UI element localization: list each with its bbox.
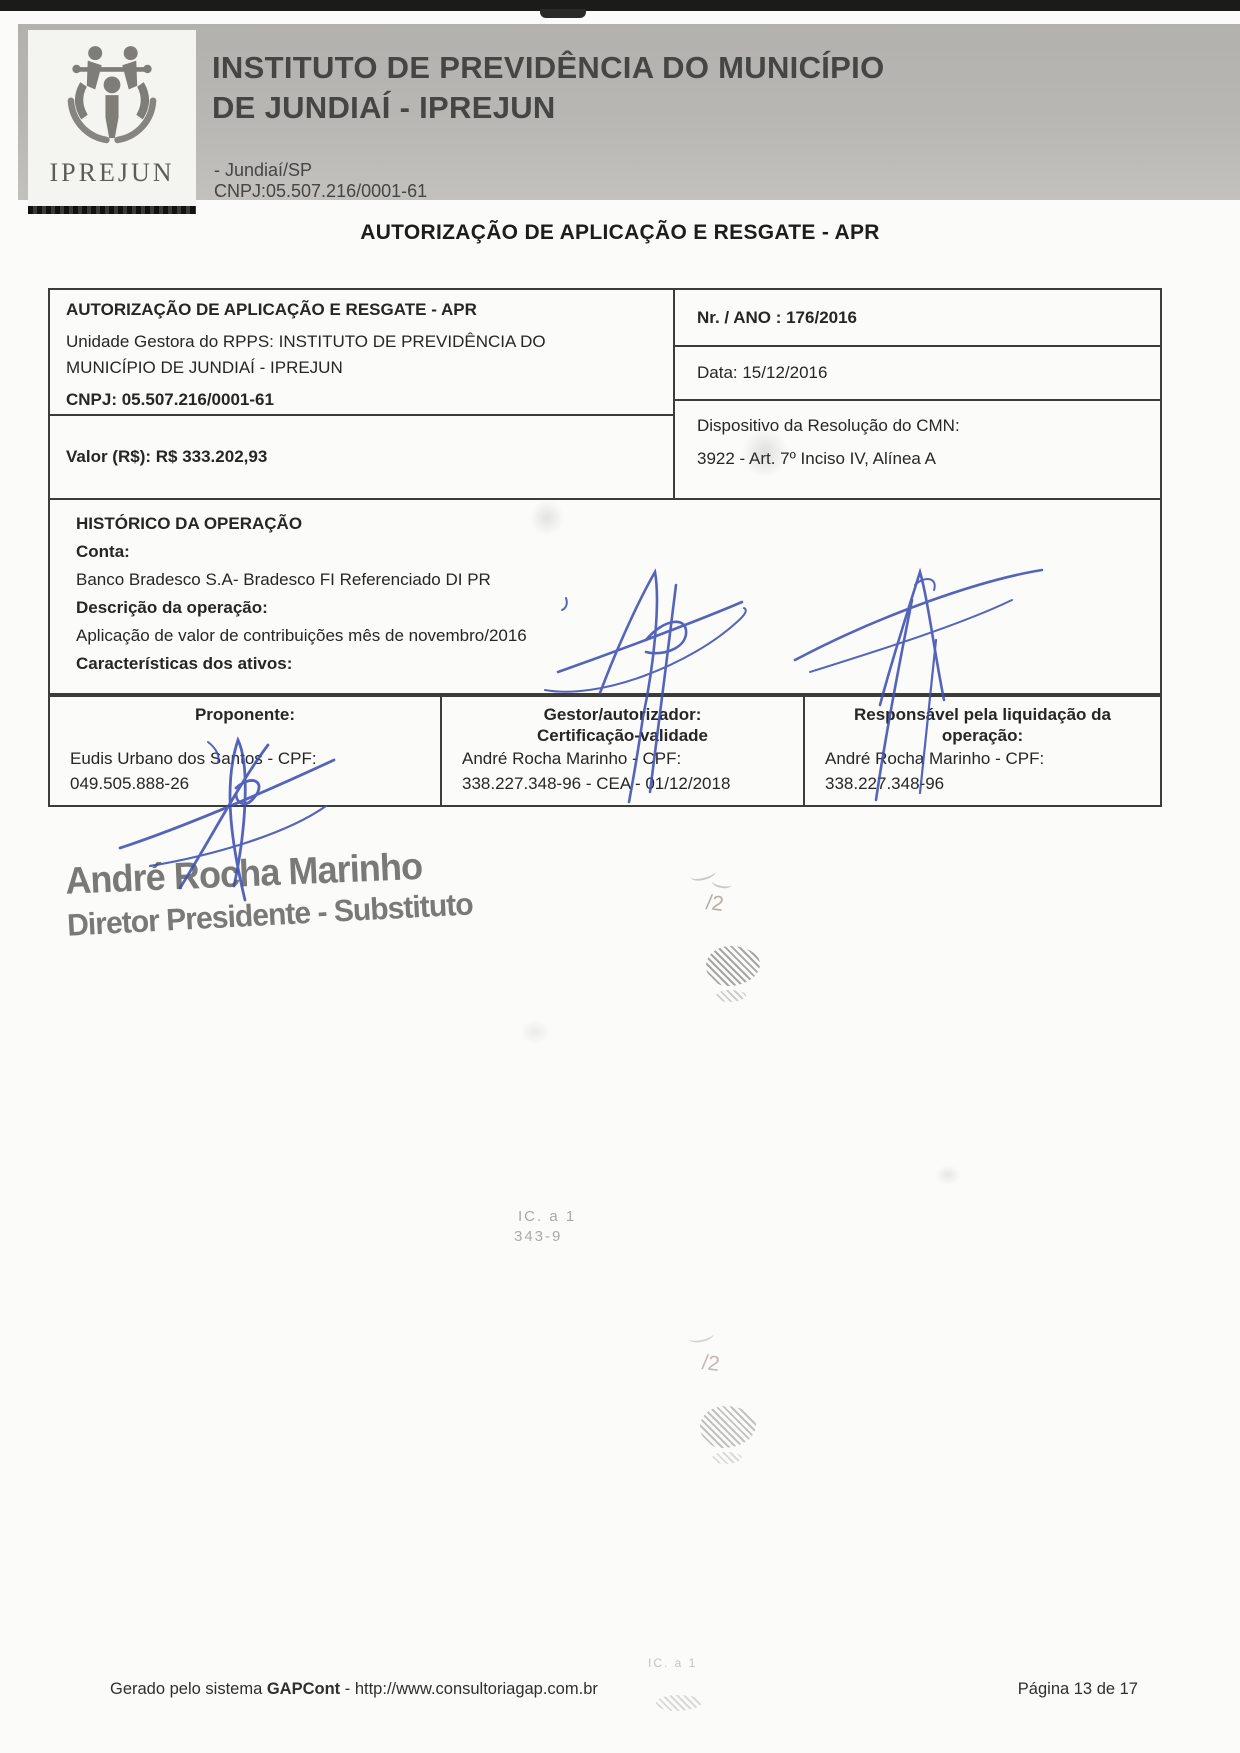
responsavel-name: André Rocha Marinho - CPF: bbox=[825, 749, 1045, 768]
proponente-cpf: 049.505.888-26 bbox=[70, 774, 190, 793]
responsavel-column bbox=[805, 697, 1160, 805]
ghost-text-line1: IC. a 1 bbox=[518, 1208, 577, 1225]
ghost-squiggle bbox=[687, 1327, 715, 1344]
footer-ghost-blob bbox=[656, 1695, 702, 1711]
responsavel-identity bbox=[805, 746, 1160, 805]
director-stamp bbox=[64, 843, 486, 943]
gestor-header-line2: Certificação-validade bbox=[536, 726, 708, 745]
proponente-identity bbox=[50, 746, 440, 805]
ghost-text-line2: 343-9 bbox=[514, 1228, 563, 1245]
footer-system-name: GAPCont bbox=[266, 1680, 341, 1698]
ghost-mark-fraction2: /2 bbox=[700, 1350, 722, 1377]
org-cnpj: CNPJ:05.507.216/0001-61 bbox=[214, 181, 428, 201]
ghost-hatch-tail2 bbox=[712, 1452, 742, 1464]
org-name-line1: INSTITUTO DE PREVIDÊNCIA DO MUNICÍPIO bbox=[212, 50, 885, 85]
scan-smudge bbox=[742, 428, 788, 478]
footer-generated-by bbox=[110, 1680, 598, 1699]
org-name-line2: DE JUNDIAÍ - IPREJUN bbox=[212, 90, 556, 125]
document-title: AUTORIZAÇÃO DE APLICAÇÃO E RESGATE - APR bbox=[360, 221, 880, 244]
scan-top-edge bbox=[0, 0, 1240, 11]
scan-smudge bbox=[935, 1165, 961, 1185]
logo-underline-strip bbox=[28, 206, 196, 214]
footer-page-number: Página 13 de 17 bbox=[1017, 1680, 1138, 1698]
responsavel-header-line1: Responsável pela liquidação da bbox=[854, 705, 1111, 724]
iprejun-people-circle-icon bbox=[56, 38, 168, 156]
iprejun-logo-box bbox=[28, 30, 196, 206]
descricao-label: Descrição da operação: bbox=[76, 598, 268, 617]
stamp-name: André Rocha Marinho bbox=[64, 845, 423, 903]
historico-table bbox=[48, 500, 1162, 695]
ghost-hatch-blob2 bbox=[700, 1406, 756, 1448]
responsavel-cpf: 338.227.348-96 bbox=[825, 774, 945, 793]
signatures-table bbox=[48, 695, 1162, 807]
proponente-header: Proponente: bbox=[194, 705, 296, 724]
dispositivo-label: Dispositivo da Resolução do CMN: bbox=[697, 416, 960, 435]
scan-smudge bbox=[520, 1020, 550, 1044]
apr-identification-table bbox=[48, 288, 1162, 500]
unidade-gestora-text: Unidade Gestora do RPPS: INSTITUTO DE PREVIDÊNCIA DO MUNICÍPIO DE JUNDIAÍ - IPREJUN bbox=[66, 332, 546, 377]
dispositivo-value: 3922 - Art. 7º Inciso IV, Alínea A bbox=[697, 449, 937, 468]
conta-label: Conta: bbox=[76, 542, 130, 561]
gestor-name: André Rocha Marinho - CPF: bbox=[462, 749, 682, 768]
ghost-hatch-tail bbox=[716, 990, 746, 1002]
gestor-header-line1: Gestor/autorizador: bbox=[543, 705, 702, 724]
footer-prefix: Gerado pelo sistema bbox=[110, 1680, 267, 1698]
nr-ano-cell: Nr. / ANO : 176/2016 bbox=[675, 290, 1160, 347]
stamp-role: Diretor Presidente - Substituto bbox=[66, 886, 474, 943]
cnpj-text: CNPJ: 05.507.216/0001-61 bbox=[66, 390, 274, 409]
org-city: - Jundiaí/SP bbox=[214, 160, 313, 180]
gestor-header bbox=[442, 697, 803, 746]
caracteristicas-label: Características dos ativos: bbox=[76, 654, 293, 673]
responsavel-header bbox=[805, 697, 1160, 746]
ghost-squiggle bbox=[711, 876, 732, 889]
scan-smudge bbox=[530, 500, 564, 536]
logo-wordmark: IPREJUN bbox=[49, 158, 175, 187]
scan-edge-blob bbox=[540, 9, 586, 18]
footer-url: - http://www.consultoriagap.com.br bbox=[340, 1680, 598, 1698]
gestor-column bbox=[442, 697, 805, 805]
historico-title: HISTÓRICO DA OPERAÇÃO bbox=[76, 514, 303, 533]
data-cell: Data: 15/12/2016 bbox=[675, 347, 1160, 401]
ghost-hatch-blob bbox=[706, 946, 760, 986]
gestor-cpf: 338.227.348-96 - CEA - 01/12/2018 bbox=[462, 774, 731, 793]
proponente-column bbox=[50, 697, 442, 805]
responsavel-header-line2: operação: bbox=[941, 726, 1024, 745]
conta-value: Banco Bradesco S.A- Bradesco FI Referenciado DI PR bbox=[76, 570, 491, 589]
ghost-mark-fraction: /2 bbox=[704, 890, 726, 917]
apr-section-title: AUTORIZAÇÃO DE APLICAÇÃO E RESGATE - APR bbox=[66, 300, 477, 319]
valor-cell: Valor (R$): R$ 333.202,93 bbox=[50, 414, 673, 498]
descricao-value: Aplicação de valor de contribuições mês de novembro/2016 bbox=[76, 626, 527, 645]
apr-id-cell bbox=[50, 290, 673, 414]
gestor-identity bbox=[442, 746, 803, 805]
proponente-name: Eudis Urbano dos Santos - CPF: bbox=[70, 749, 317, 768]
footer-ghost-mark: IC. a 1 bbox=[648, 1656, 698, 1670]
apr-id-left-column bbox=[50, 290, 675, 498]
